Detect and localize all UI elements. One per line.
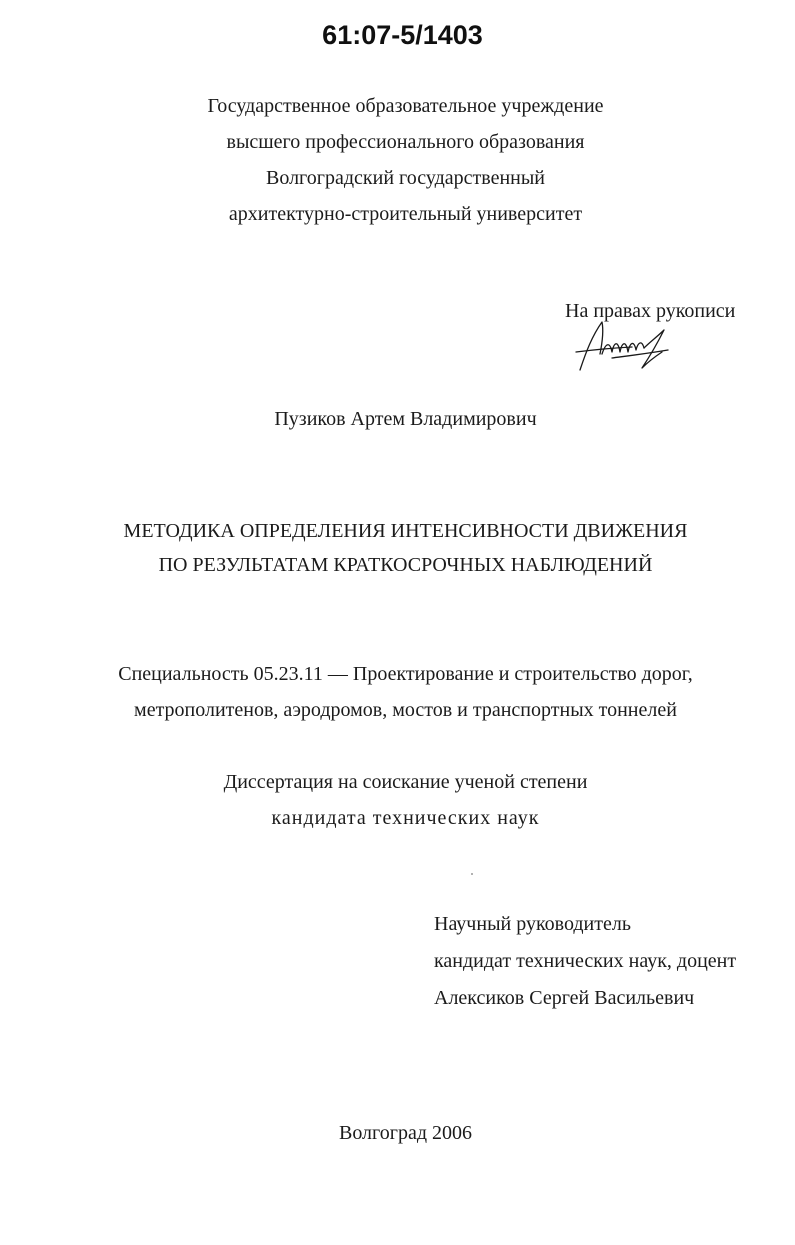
supervisor-block [434,906,736,1017]
thesis-title-line: МЕТОДИКА ОПРЕДЕЛЕНИЯ ИНТЕНСИВНОСТИ ДВИЖЕНИЯ [123,520,688,542]
handwritten-signature [572,312,682,376]
institution-line: Государственное образовательное учреждение [207,95,604,117]
city-year: Волгоград 2006 [338,1122,473,1144]
institution-line: архитектурно-строительный университет [228,203,583,225]
degree-line: кандидата технических наук [271,807,540,829]
supervisor-line: кандидат технических наук, доцент [434,950,737,972]
institution-line: высшего профессионального образования [226,131,585,153]
scan-speck [471,873,473,875]
thesis-title [0,514,795,582]
supervisor-line: Алексиков Сергей Васильевич [434,987,695,1009]
institution-line: Волгоградский государственный [266,167,545,189]
degree-line: Диссертация на соискание ученой степени [223,771,588,793]
specialty-block [0,656,795,728]
specialty-line: Специальность 05.23.11 — Проектирование и строительство дорог, [118,663,693,685]
supervisor-line: Научный руководитель [434,913,631,935]
archive-code: 61:07-5/1403 [322,20,483,50]
thesis-title-line: ПО РЕЗУЛЬТАТАМ КРАТКОСРОЧНЫХ НАБЛЮДЕНИЙ [158,554,653,576]
manuscript-rights-note: На правах рукописи [565,300,736,322]
institution-block [0,88,795,232]
degree-block [0,764,795,836]
specialty-line: метрополитенов, аэродромов, мостов и транспортных тоннелей [134,699,677,721]
author-name: Пузиков Артем Владимирович [274,408,537,430]
